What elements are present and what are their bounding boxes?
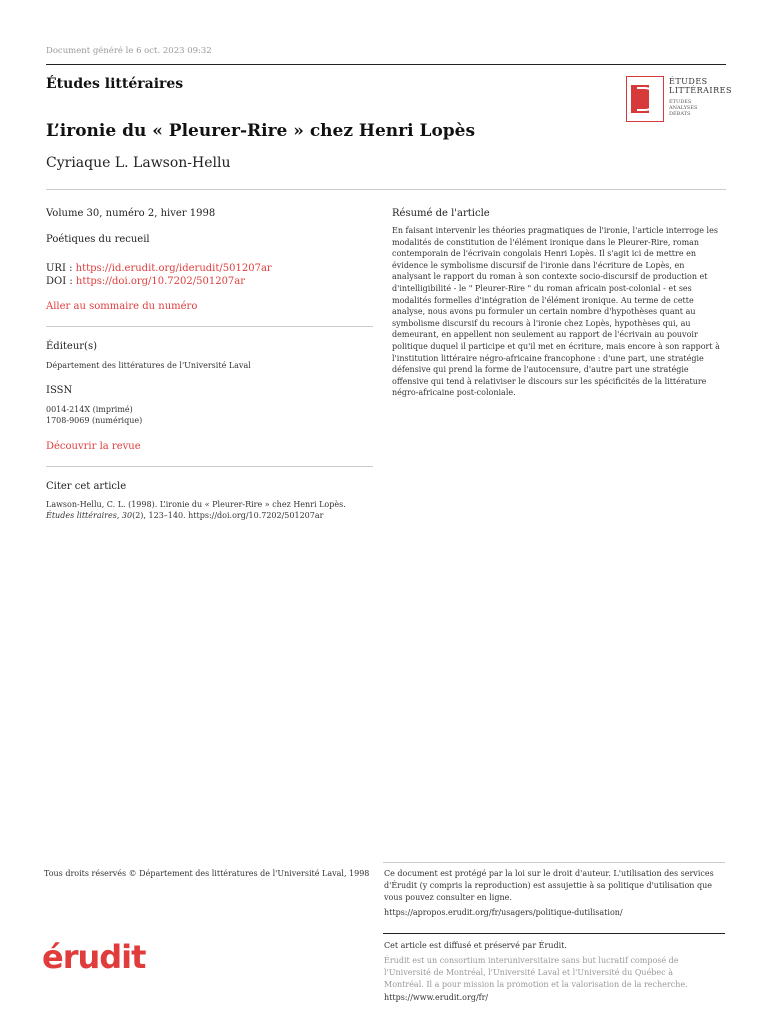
citation-line1: Lawson-Hellu, C. L. (1998). L’ironie du « Pleurer-Rire » chez Henri Lopès. bbox=[46, 500, 346, 509]
publisher-heading: Éditeur(s) bbox=[46, 341, 97, 352]
logo-text-line3: ÉTUDES ANALYSES DÉBATS bbox=[669, 99, 698, 117]
volume-info: Volume 30, numéro 2, hiver 1998 bbox=[46, 208, 216, 219]
erudit-link[interactable]: https://www.erudit.org/fr/ bbox=[384, 993, 489, 1002]
doi-line bbox=[46, 275, 374, 288]
issn-heading: ISSN bbox=[46, 385, 73, 396]
issue-title: Poétiques du recueil bbox=[46, 234, 150, 245]
citation-line2: Études littéraires, 30(2), 123–140. https://doi.org/10.7202/501207ar bbox=[46, 511, 324, 520]
citation-rest: (2), 123–140. https://doi.org/10.7202/501207ar bbox=[132, 511, 324, 520]
logo-mark-icon bbox=[626, 76, 664, 122]
rights-statement: Tous droits réservés © Département des littératures de l'Université Laval, 1998 bbox=[44, 869, 370, 878]
abstract-heading: Résumé de l'article bbox=[392, 208, 490, 219]
left-divider-2 bbox=[46, 466, 373, 467]
title-divider bbox=[46, 189, 726, 190]
footer-divider bbox=[383, 862, 725, 863]
article-title: L’ironie du « Pleurer-Rire » chez Henri Lopès bbox=[46, 121, 476, 141]
header-divider bbox=[46, 64, 726, 65]
policy-link[interactable]: https://apropos.erudit.org/fr/usagers/politique-dutilisation/ bbox=[384, 908, 623, 917]
copyright-notice: Ce document est protégé par la loi sur le droit d'auteur. L'utilisation des services d'Érudit (y compris la reproduction) est assujettie à sa politique d'utilisation que vous pouvez consulter en ligne. bbox=[384, 869, 714, 902]
footer-divider-2 bbox=[383, 933, 725, 934]
discover-journal-link[interactable]: Découvrir la revue bbox=[46, 441, 141, 452]
issue-summary-link[interactable]: Aller au sommaire du numéro bbox=[46, 301, 198, 312]
logo-text-line1: ÉTUDES bbox=[669, 77, 708, 86]
citation-heading: Citer cet article bbox=[46, 481, 127, 492]
abstract-text: En faisant intervenir les théories pragmatiques de l'ironie, l'article interroge les modalités de constitution de l'élément ironique dans le Pleurer-Rire, roman contemporain de l'écrivain congolais Henri Lopès. Il s'agit ici de mettre en évidence le symbolisme discursif de l'ironie dans l'écriture de Lopès, en analysant le rapport du roman à son contexte socio-discursif de production et d'intelligibilité - le " Pleurer-Rire " du roman africain post-colonial - et ses modalités formelles d'intégration de l'élément ironique. Au terme de cette analyse, nous avons pu formuler un certain nombre d'hypothèses quant au symbolisme discursif du recours à l'ironie chez Lopès, hypothèses qui, au demeurant, en appellent non seulement au rapport de l'écrivain au pouvoir politique duquel il participe et qu'il met en écriture, mais encore à son rapport à l'institution littéraire négro-africaine francophone : d'une part, une stratégie défensive qui prend la forme de l'autocensure, d'autre part une stratégie offensive qui tend à relativiser le discours sur les spécificités de la littérature négro-africaine post-coloniale. bbox=[392, 226, 720, 398]
doi-link[interactable]: https://doi.org/10.7202/501207ar bbox=[75, 276, 246, 287]
erudit-logo: érudit bbox=[42, 938, 146, 976]
publisher-name: Département des littératures de l'Université Laval bbox=[46, 361, 251, 370]
diffusion-text: Érudit est un consortium interuniversitaire sans but lucratif composé de l'Université de Montréal, l'Université Laval et l'Université du Québec à Montréal. Il a pour mission la promotion et la valorisation de la recherche. bbox=[384, 956, 688, 989]
journal-logo bbox=[626, 76, 730, 124]
citation-journal: Études littéraires bbox=[46, 511, 117, 520]
doi-label: DOI : bbox=[46, 276, 76, 287]
logo-text-line2: LITTÉRAIRES bbox=[669, 86, 732, 95]
citation-volume: 30 bbox=[121, 511, 133, 520]
journal-name: Études littéraires bbox=[46, 76, 184, 92]
uri-line bbox=[46, 262, 374, 275]
article-author: Cyriaque L. Lawson-Hellu bbox=[46, 155, 231, 171]
issn-print: 0014-214X (imprimé) bbox=[46, 405, 133, 414]
left-divider-1 bbox=[46, 326, 373, 327]
issn-digital: 1708-9069 (numérique) bbox=[46, 416, 143, 425]
uri-link[interactable]: https://id.erudit.org/iderudit/501207ar bbox=[75, 263, 272, 274]
diffusion-heading: Cet article est diffusé et préservé par Érudit. bbox=[384, 941, 567, 950]
uri-label: URI : bbox=[46, 263, 76, 274]
citation-text bbox=[46, 499, 374, 521]
generated-date: Document généré le 6 oct. 2023 09:32 bbox=[46, 46, 212, 56]
